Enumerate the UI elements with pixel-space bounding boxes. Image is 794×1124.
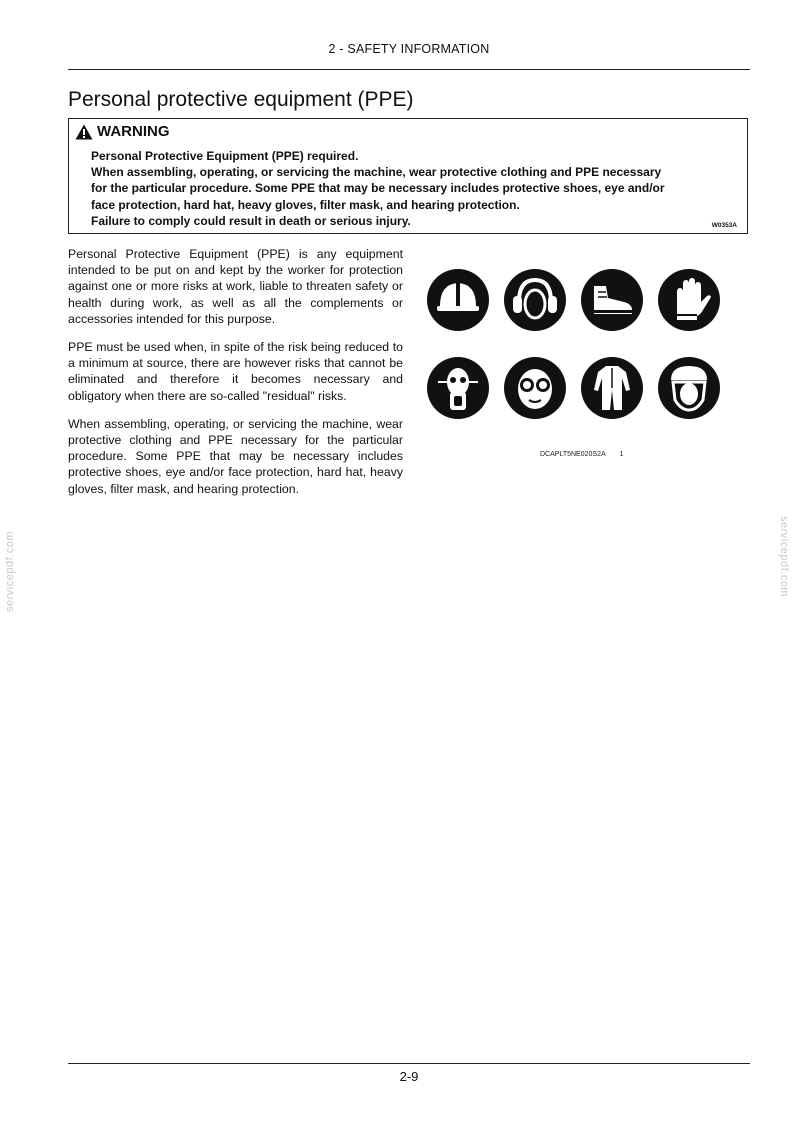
page-number: 2-9: [399, 1069, 419, 1084]
respirator-mask-icon: [426, 356, 490, 420]
figure-number: 1: [619, 451, 624, 458]
safety-shoe-icon: [580, 268, 644, 332]
body-paragraph: PPE must be used when, in spite of the risk being reduced to a minimum at source, there are however risks that cannot be eliminated and therefore it becomes necessary and obligatory when there are so-called "residual" risks.: [68, 340, 403, 403]
coverall-icon: [580, 356, 644, 420]
warning-heading: [75, 123, 170, 140]
body-paragraph: When assembling, operating, or servicing the machine, wear protective clothing and PPE necessary for the particular procedure. Some PPE that may be necessary includes protective shoes, eye and/or face protection, hard hat, heavy gloves, filter mask, and hearing protection.: [68, 416, 403, 496]
warning-line: Personal Protective Equipment (PPE) required.: [91, 149, 359, 163]
figure-caption-code: DCAPLT5NE020S2A: [540, 451, 606, 458]
warning-line: When assembling, operating, or servicing the machine, wear protective clothing and PPE necessary: [91, 165, 662, 180]
figure-caption: [540, 451, 624, 458]
body-text: [68, 246, 403, 509]
warning-text: [91, 148, 741, 229]
hard-hat-icon: [426, 268, 490, 332]
ear-protection-icon: [503, 268, 567, 332]
body-paragraph: Personal Protective Equipment (PPE) is any equipment intended to be put on and kept by the worker for protection against one or more risks at work, liable to threaten safety or health during work, as well as all the complements or accessories intended for this purpose.: [68, 247, 403, 326]
warning-code: W0353A: [711, 222, 737, 229]
warning-triangle-icon: [75, 124, 93, 140]
running-header: 2 - SAFETY INFORMATION: [328, 42, 490, 56]
watermark-left: servicepdf.com: [4, 531, 16, 612]
safety-goggles-icon: [503, 356, 567, 420]
footer-rule: [68, 1063, 750, 1064]
warning-line: Failure to comply could result in death or serious injury.: [91, 213, 411, 228]
header-rule: [68, 69, 750, 70]
warning-line: face protection, hard hat, heavy gloves, filter mask, and hearing protection.: [91, 197, 520, 212]
ppe-icons-figure: [426, 268, 726, 428]
warning-line: for the particular procedure. Some PPE that may be necessary includes protective shoes, eye and/or: [91, 181, 665, 196]
watermark-right: servicepdf.com: [778, 516, 790, 597]
warning-box: [68, 118, 748, 234]
glove-icon: [657, 268, 721, 332]
page-title: Personal protective equipment (PPE): [68, 88, 414, 111]
warning-label: WARNING: [97, 123, 170, 140]
face-shield-icon: [657, 356, 721, 420]
